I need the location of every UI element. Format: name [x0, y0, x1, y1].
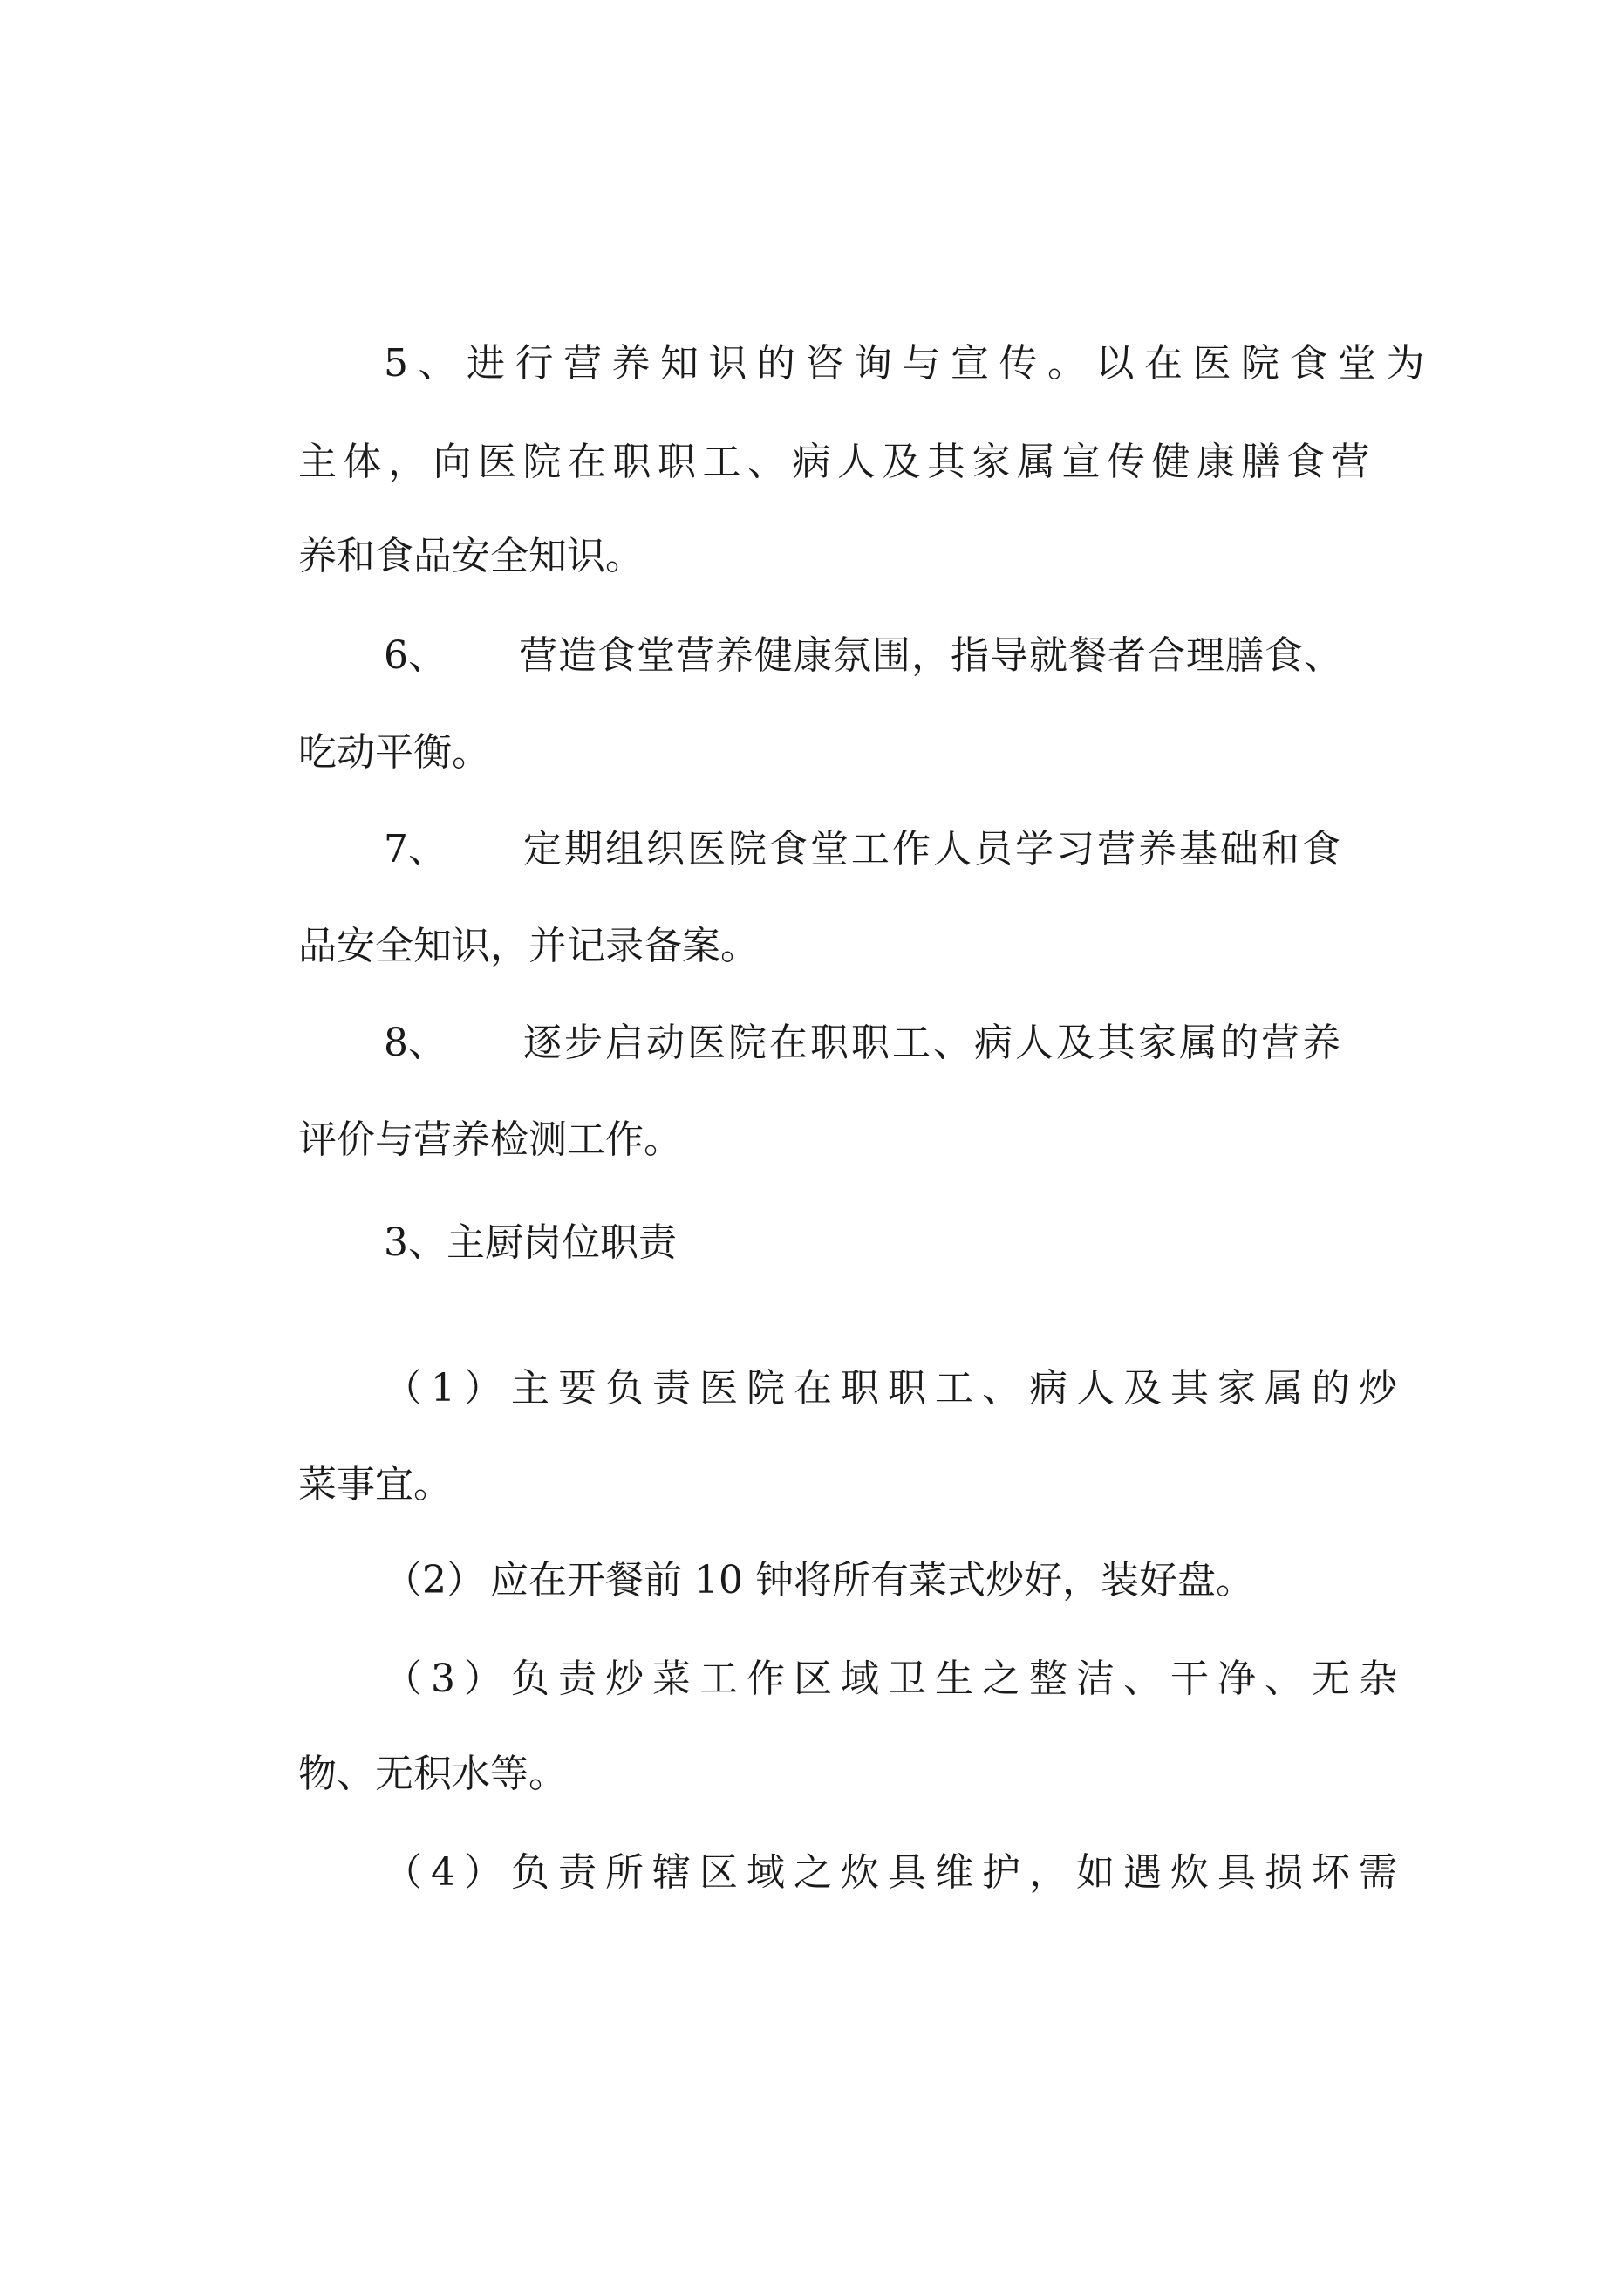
paragraph-6-line-1	[384, 630, 1343, 682]
paragraph-5-line-2	[298, 436, 1376, 489]
item-2-line-1	[384, 1555, 1254, 1607]
item-1-text-2: 菜事宜。	[298, 1462, 452, 1507]
paragraph-5-text-1: 5、进行营养知识的咨询与宣传。以在医院食堂为	[384, 341, 1435, 386]
paragraph-5-line-3	[298, 530, 644, 583]
paragraph-6-text-1: 营造食堂营养健康氛围，指导就餐者合理膳食、	[519, 633, 1343, 678]
item-4-text-1: （4）负责所辖区域之炊具维护，如遇炊具损坏需	[384, 1850, 1406, 1895]
paragraph-6-number: 6、	[384, 633, 447, 678]
item-3-text-2: 物、无积水等。	[298, 1752, 567, 1796]
paragraph-5-line-1	[384, 338, 1435, 390]
paragraph-8-line-2	[298, 1114, 682, 1166]
item-2-number: （2）	[384, 1558, 485, 1602]
paragraph-8-number: 8、	[384, 1021, 447, 1065]
item-1-line-1	[384, 1363, 1406, 1415]
paragraph-7-number: 7、	[384, 827, 447, 871]
paragraph-7-text-1: 定期组织医院食堂工作人员学习营养基础和食	[523, 827, 1343, 871]
paragraph-7-line-2	[298, 920, 759, 973]
item-1-text-1: （1）主要负责医院在职职工、病人及其家属的炒	[384, 1366, 1406, 1411]
paragraph-8-line-1	[384, 1017, 1343, 1069]
paragraph-6-line-2	[298, 727, 490, 779]
item-2-text-1: 应在开餐前 10 钟将所有菜式炒好，装好盘。	[490, 1558, 1254, 1602]
paragraph-5-text-2: 主体，向医院在职职工、病人及其家属宣传健康膳食营	[298, 440, 1376, 484]
paragraph-7-line-1	[384, 823, 1343, 876]
item-3-line-2	[298, 1748, 567, 1801]
section-heading	[384, 1217, 677, 1269]
section-heading-text: 3、主厨岗位职责	[384, 1220, 677, 1265]
item-4-line-1	[384, 1847, 1406, 1899]
paragraph-7-text-2: 品安全知识，并记录备案。	[298, 924, 759, 968]
paragraph-8-text-1: 逐步启动医院在职职工、病人及其家属的营养	[523, 1021, 1343, 1065]
paragraph-6-text-2: 吃动平衡。	[298, 730, 490, 775]
paragraph-8-text-2: 评价与营养检测工作。	[298, 1117, 682, 1162]
item-3-text-1: （3）负责炒菜工作区域卫生之整洁、干净、无杂	[384, 1657, 1406, 1701]
item-3-line-1	[384, 1653, 1406, 1705]
paragraph-5-text-3: 养和食品安全知识。	[298, 534, 644, 578]
item-1-line-2	[298, 1459, 452, 1511]
